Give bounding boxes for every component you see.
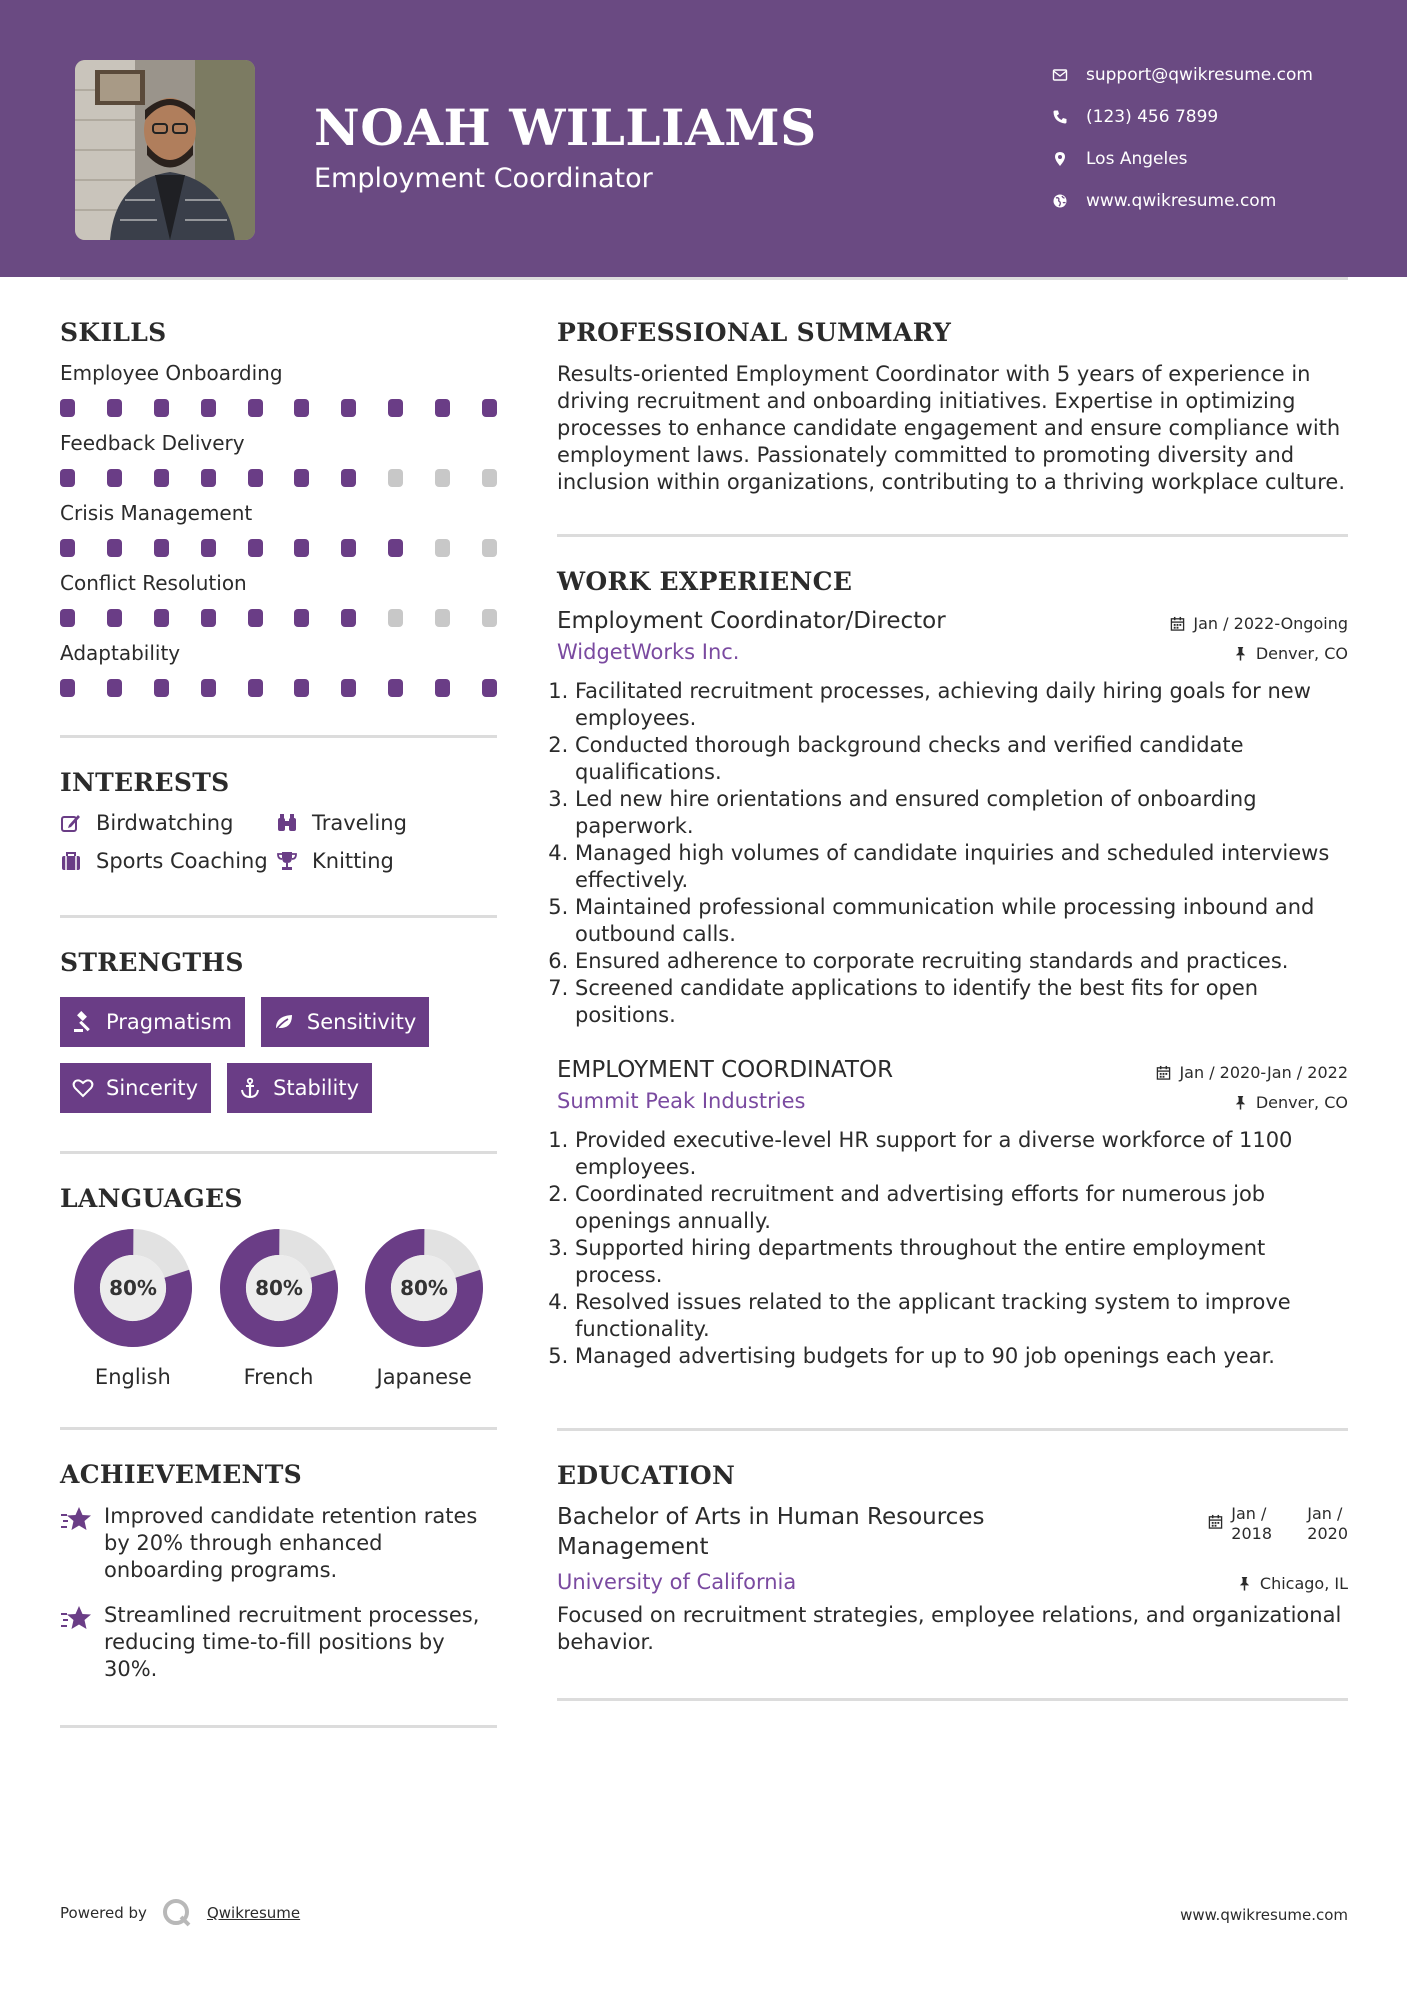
rating-dot-filled	[201, 679, 216, 697]
candidate-name: NOAH WILLIAMS	[314, 98, 817, 157]
education-location	[1237, 1574, 1348, 1593]
language-ring	[363, 1227, 485, 1349]
rating-dot-filled	[60, 609, 75, 627]
skill-rating	[60, 609, 497, 627]
duty-list	[557, 678, 1348, 1029]
calendar-icon	[1208, 1514, 1223, 1529]
job-dates	[1156, 1063, 1348, 1082]
skill-rating	[60, 469, 497, 487]
section-divider	[557, 534, 1348, 537]
edit-icon	[60, 812, 82, 834]
duty-item: 4. Resolved issues related to the applicant tracking system to improve functionality.	[575, 1289, 1348, 1343]
resume-header	[0, 0, 1407, 277]
rating-dot-filled	[154, 399, 169, 417]
job-location-text: Denver, CO	[1255, 1093, 1348, 1112]
education-section	[557, 1461, 1348, 1656]
education-start-line2: 2018	[1231, 1524, 1272, 1543]
rating-dot-filled	[341, 469, 356, 487]
job-title: EMPLOYMENT COORDINATOR	[557, 1057, 894, 1083]
skill-name: Employee Onboarding	[60, 361, 283, 385]
education-start	[1231, 1504, 1307, 1544]
rating-dot-filled	[482, 679, 497, 697]
duty-list	[557, 1127, 1348, 1370]
section-divider	[60, 915, 497, 918]
language-percent: 80%	[400, 1276, 449, 1300]
skill-name: Conflict Resolution	[60, 571, 247, 595]
contact-location	[1050, 138, 1390, 180]
interest-item	[276, 811, 497, 835]
experience-title: WORK EXPERIENCE	[557, 567, 853, 596]
duty-item: 5. Managed advertising budgets for up to 90 job openings each year.	[575, 1343, 1348, 1370]
language-percent: 80%	[254, 1276, 303, 1300]
job-dates	[1170, 614, 1348, 633]
skill-item	[60, 501, 497, 557]
contact-phone-text: (123) 456 7899	[1086, 107, 1219, 127]
rating-dot-filled	[435, 399, 450, 417]
section-divider	[60, 1151, 497, 1154]
duty-item: 5. Maintained professional communication while processing inbound and outbound calls.	[575, 894, 1348, 948]
contact-website[interactable]	[1050, 180, 1390, 222]
rating-dot-filled	[107, 539, 122, 557]
language-name: English	[94, 1365, 171, 1389]
skill-rating	[60, 679, 497, 697]
rating-dot-empty	[435, 609, 450, 627]
contact-email[interactable]	[1050, 54, 1390, 96]
duty-item: 3. Led new hire orientations and ensured completion of onboarding paperwork.	[575, 786, 1348, 840]
rating-dot-filled	[482, 399, 497, 417]
job-dates-text: Jan / 2020-Jan / 2022	[1179, 1063, 1348, 1082]
powered-by-text: Powered by	[60, 1904, 147, 1922]
rating-dot-filled	[341, 679, 356, 697]
languages-list	[60, 1227, 497, 1389]
rating-dot-filled	[154, 679, 169, 697]
rating-dot-empty	[482, 609, 497, 627]
heart-icon	[72, 1077, 94, 1099]
rating-dot-filled	[201, 539, 216, 557]
job-entry	[557, 1057, 1348, 1370]
contact-phone[interactable]	[1050, 96, 1390, 138]
summary-section	[557, 318, 1348, 496]
language-name: French	[243, 1365, 314, 1389]
section-divider	[557, 1428, 1348, 1431]
interest-label: Traveling	[312, 811, 407, 835]
skill-name: Crisis Management	[60, 501, 253, 525]
duty-item: 1. Facilitated recruitment processes, achieving daily hiring goals for new employees.	[575, 678, 1348, 732]
language-item	[351, 1227, 497, 1389]
gavel-icon	[72, 1011, 94, 1033]
achievement-text: Streamlined recruitment processes, reducing time-to-fill positions by 30%.	[104, 1603, 480, 1681]
summary-title: PROFESSIONAL SUMMARY	[557, 318, 952, 347]
anchor-icon	[239, 1077, 261, 1099]
rating-dot-filled	[294, 399, 309, 417]
left-column	[60, 318, 497, 1728]
rating-dot-filled	[341, 539, 356, 557]
rating-dot-filled	[107, 469, 122, 487]
strength-chip	[261, 997, 429, 1047]
rating-dot-filled	[201, 469, 216, 487]
strength-label: Pragmatism	[106, 1010, 232, 1034]
phone-icon	[1050, 109, 1086, 125]
interest-item	[60, 811, 276, 835]
duty-item: 4. Managed high volumes of candidate inquiries and scheduled interviews effectively.	[575, 840, 1348, 894]
skill-rating	[60, 539, 497, 557]
rating-dot-empty	[388, 609, 403, 627]
rating-dot-filled	[248, 539, 263, 557]
rating-dot-filled	[60, 469, 75, 487]
calendar-icon	[1170, 616, 1185, 631]
job-location	[1233, 644, 1348, 663]
rating-dot-empty	[482, 469, 497, 487]
experience-section	[557, 567, 1348, 1370]
candidate-role: Employment Coordinator	[314, 163, 653, 194]
strength-label: Stability	[273, 1076, 360, 1100]
right-column	[557, 318, 1348, 1701]
job-title: Employment Coordinator/Director	[557, 608, 946, 634]
section-divider	[60, 1427, 497, 1430]
interests-list	[60, 811, 497, 873]
rating-dot-filled	[154, 609, 169, 627]
strength-chip	[60, 1063, 211, 1113]
interest-label: Sports Coaching	[96, 849, 268, 873]
star-icon	[60, 1604, 92, 1634]
education-end	[1307, 1504, 1348, 1544]
rating-dot-filled	[201, 399, 216, 417]
profile-photo	[75, 60, 255, 240]
strengths-list	[60, 997, 497, 1113]
skill-item	[60, 571, 497, 627]
qwikresume-logo-icon	[161, 1897, 193, 1929]
rating-dot-filled	[341, 399, 356, 417]
languages-title: LANGUAGES	[60, 1184, 243, 1213]
strengths-title: STRENGTHS	[60, 948, 244, 977]
contact-website-text: www.qwikresume.com	[1086, 191, 1277, 211]
duty-item: 7. Screened candidate applications to identify the best fits for open positions.	[575, 975, 1348, 1029]
skill-name: Feedback Delivery	[60, 431, 245, 455]
language-name: Japanese	[376, 1365, 472, 1389]
language-ring	[218, 1227, 340, 1349]
rating-dot-filled	[201, 609, 216, 627]
rating-dot-filled	[60, 399, 75, 417]
job-dates-text: Jan / 2022-Ongoing	[1193, 614, 1348, 633]
language-ring	[72, 1227, 194, 1349]
strengths-section	[60, 948, 497, 1113]
interest-label: Birdwatching	[96, 811, 234, 835]
education-start-line1: Jan /	[1231, 1504, 1267, 1523]
rating-dot-filled	[294, 469, 309, 487]
languages-section	[60, 1184, 497, 1389]
education-description: Focused on recruitment strategies, employee relations, and organizational behavior.	[557, 1603, 1342, 1654]
education-end-line1: Jan /	[1307, 1504, 1343, 1523]
rating-dot-filled	[154, 539, 169, 557]
strength-chip	[227, 1063, 372, 1113]
rating-dot-filled	[388, 399, 403, 417]
contact-email-text: support@qwikresume.com	[1086, 65, 1313, 85]
company-name: Summit Peak Industries	[557, 1089, 806, 1113]
interest-item	[276, 849, 497, 873]
rating-dot-filled	[435, 679, 450, 697]
degree-title: Bachelor of Arts in Human Resources Management	[557, 1504, 985, 1560]
footer-site[interactable]: www.qwikresume.com	[1180, 1906, 1348, 1924]
interests-section	[60, 768, 497, 873]
school-name: University of California	[557, 1570, 797, 1594]
achievement-item	[60, 1503, 497, 1584]
job-location-text: Denver, CO	[1255, 644, 1348, 663]
calendar-icon	[1156, 1065, 1171, 1080]
education-location-text: Chicago, IL	[1259, 1574, 1348, 1593]
header-divider	[60, 277, 1348, 280]
rating-dot-filled	[248, 469, 263, 487]
education-title: EDUCATION	[557, 1461, 736, 1490]
rating-dot-filled	[60, 679, 75, 697]
section-divider	[60, 735, 497, 738]
achievement-text: Improved candidate retention rates by 20% through enhanced onboarding programs.	[104, 1504, 478, 1582]
rating-dot-filled	[294, 609, 309, 627]
achievements-section	[60, 1460, 497, 1683]
language-item	[60, 1227, 206, 1389]
duty-item: 2. Coordinated recruitment and advertising efforts for numerous job openings annually.	[575, 1181, 1348, 1235]
interest-item	[60, 849, 276, 873]
skill-name: Adaptability	[60, 641, 181, 665]
rating-dot-empty	[482, 539, 497, 557]
rating-dot-filled	[388, 539, 403, 557]
achievements-title: ACHIEVEMENTS	[60, 1460, 302, 1489]
skill-item	[60, 641, 497, 697]
skills-section	[60, 318, 497, 697]
pin-icon	[1233, 1095, 1248, 1110]
briefcase-icon	[60, 850, 82, 872]
rating-dot-empty	[435, 469, 450, 487]
skill-item	[60, 361, 497, 417]
skills-list	[60, 361, 497, 697]
language-percent: 80%	[108, 1276, 157, 1300]
rating-dot-filled	[388, 679, 403, 697]
strength-label: Sincerity	[106, 1076, 199, 1100]
rating-dot-filled	[294, 539, 309, 557]
binoculars-icon	[276, 812, 298, 834]
rating-dot-filled	[154, 469, 169, 487]
star-icon	[60, 1505, 92, 1535]
pin-icon	[1237, 1576, 1252, 1591]
rating-dot-filled	[107, 679, 122, 697]
duty-item: 6. Ensured adherence to corporate recruiting standards and practices.	[575, 948, 1348, 975]
rating-dot-filled	[60, 539, 75, 557]
rating-dot-filled	[294, 679, 309, 697]
duty-item: 2. Conducted thorough background checks and verified candidate qualifications.	[575, 732, 1348, 786]
rating-dot-filled	[107, 609, 122, 627]
education-dates	[1208, 1504, 1348, 1544]
skill-rating	[60, 399, 497, 417]
section-divider	[557, 1698, 1348, 1701]
envelope-icon	[1050, 67, 1086, 83]
skill-item	[60, 431, 497, 487]
rating-dot-filled	[107, 399, 122, 417]
company-name: WidgetWorks Inc.	[557, 640, 740, 664]
trophy-icon	[276, 850, 298, 872]
rating-dot-filled	[248, 609, 263, 627]
strength-chip	[60, 997, 245, 1047]
interest-label: Knitting	[312, 849, 394, 873]
duty-item: 1. Provided executive-level HR support for a diverse workforce of 1100 employees.	[575, 1127, 1348, 1181]
education-end-line2: 2020	[1307, 1524, 1348, 1543]
leaf-icon	[273, 1011, 295, 1033]
job-location	[1233, 1093, 1348, 1112]
map-marker-icon	[1050, 151, 1086, 167]
job-entry	[557, 608, 1348, 1029]
summary-text: Results-oriented Employment Coordinator with 5 years of experience in driving recruitment and onboarding initiatives. Expertise in optimizing processes to enhance candidate engagement and ensure compliance with employment laws. Passionately committed to promoting diversity and inclusion within organizations, contributing to a thriving workplace culture.	[557, 362, 1345, 494]
language-item	[206, 1227, 352, 1389]
rating-dot-empty	[388, 469, 403, 487]
rating-dot-filled	[248, 679, 263, 697]
skills-title: SKILLS	[60, 318, 167, 347]
section-divider	[60, 1725, 497, 1728]
strength-label: Sensitivity	[306, 1010, 417, 1034]
interests-title: INTERESTS	[60, 768, 230, 797]
footer-powered-by	[60, 1897, 300, 1929]
rating-dot-empty	[435, 539, 450, 557]
achievement-item	[60, 1602, 497, 1683]
brand-link[interactable]: Qwikresume	[206, 1904, 301, 1922]
globe-icon	[1050, 193, 1086, 209]
contact-location-text: Los Angeles	[1086, 149, 1188, 169]
contact-list	[1050, 54, 1390, 222]
rating-dot-filled	[248, 399, 263, 417]
pin-icon	[1233, 646, 1248, 661]
duty-item: 3. Supported hiring departments throughout the entire employment process.	[575, 1235, 1348, 1289]
rating-dot-filled	[341, 609, 356, 627]
